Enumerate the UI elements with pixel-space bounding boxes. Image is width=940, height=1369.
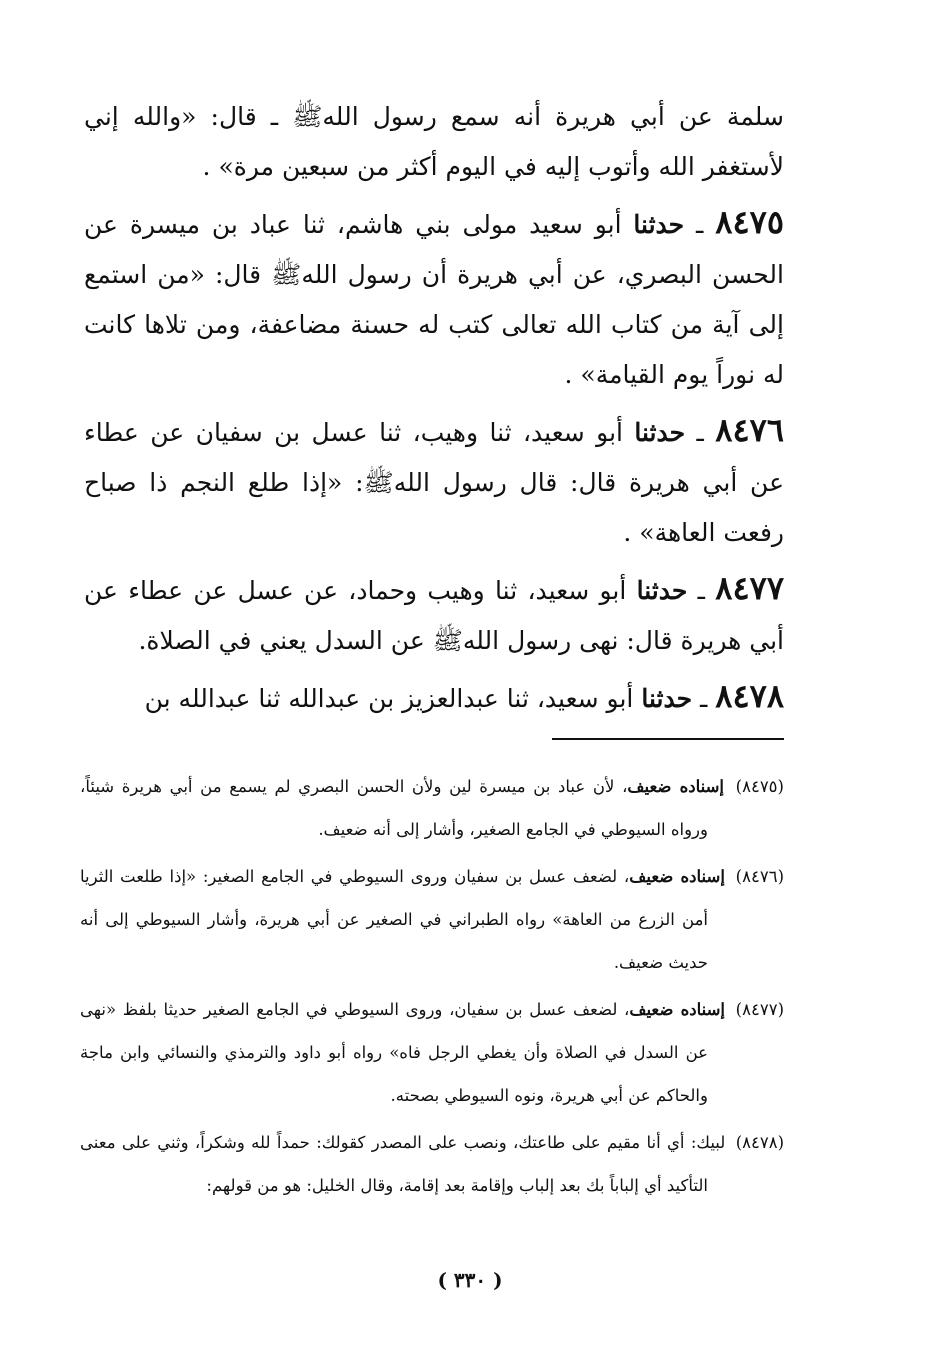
footnote-label: إسناده ضعيف (627, 777, 724, 796)
footnote-text: ، لضعف عسل بن سفيان، وروى السيوطي في الجامع الصغير حديثا بلفظ «نهى عن السدل في الصلاة وأن يغطي الرجل فاه» رواه أبو داود والترمذي والنسائي وابن ماجة والحاكم عن أبي هريرة، ونوه السيوطي بصحته. (80, 1000, 708, 1105)
hadith-8475 (84, 197, 784, 400)
hadith-text: أبو سعيد مولى بني هاشم، ثنا عباد بن ميسرة عن الحسن البصري، عن أبي هريرة أن رسول اللهﷺ قال: «من استمع إلى آية من كتاب الله تعالى كتب له حسنة مضاعفة، ومن تلاها كانت له نوراً يوم القيامة» . (84, 210, 784, 389)
hadith-text: أبو سعيد، ثنا وهيب، ثنا عسل بن سفيان عن عطاء عن أبي هريرة قال: قال رسول اللهﷺ: «إذا طلع النجم ذا صباح رفعت العاهة» . (84, 418, 784, 547)
hadith-text: أبو سعيد، ثنا وهيب وحماد، عن عسل عن عطاء عن أبي هريرة قال: نهى رسول اللهﷺ عن السدل يعني في الصلاة. (84, 576, 784, 655)
hadith-8476 (84, 405, 784, 558)
footnote-8476 (80, 855, 784, 984)
footnote-text: لبيك: أي أنا مقيم على طاعتك، ونصب على المصدر كقولك: حمداً لله وشكراً، وثني على معنى التأكيد أي إلباباً بك بعد إلباب وإقامة بعد إقامة، وقال الخليل: هو من قولهم: (80, 1133, 726, 1195)
footnote-text: ، لضعف عسل بن سفيان وروى السيوطي في الجامع الصغير: «إذا طلعت الثريا أمن الزرع من العاهة» رواه الطبراني في الصغير عن أبي هريرة، وأشار السيوطي إلى أنه حديث ضعيف. (80, 867, 708, 972)
footnote-number: (٨٤٧٦) (735, 867, 784, 886)
main-text (84, 92, 784, 729)
hadith-dash: ـ (685, 418, 716, 447)
footnote-number: (٨٤٧٨) (735, 1133, 785, 1152)
hadith-number: ٨٤٧٥ (715, 203, 784, 241)
hadith-dash: ـ (684, 210, 716, 239)
footnote-text: ، لأن عباد بن ميسرة لين ولأن الحسن البصري لم يسمع من أبي هريرة شيئاً، ورواه السيوطي في الجامع الصغير، وأشار إلى أنه ضعيف. (80, 777, 708, 839)
hadith-number: ٨٤٧٧ (715, 569, 785, 607)
footnote-8477 (80, 988, 784, 1117)
hadith-8478 (84, 671, 784, 724)
footnote-number: (٨٤٧٧) (735, 1000, 784, 1019)
footnote-8475 (80, 765, 784, 851)
page-number: ( ٣٣٠ ) (437, 1268, 503, 1292)
hadith-number: ٨٤٧٨ (715, 677, 784, 715)
footnote-number: (٨٤٧٥) (735, 777, 784, 796)
footnote-label: إسناده ضعيف (629, 867, 725, 886)
footnote-8478 (80, 1121, 784, 1207)
hadith-intro: حدثنا (636, 576, 688, 605)
hadith-8477 (84, 563, 784, 666)
footnote-label: إسناده ضعيف (629, 1000, 725, 1019)
hadith-intro: حدثنا (634, 418, 686, 447)
hadith-intro: حدثنا (641, 684, 693, 713)
hadith-text: أبو سعيد، ثنا عبدالعزيز بن عبدالله ثنا عبدالله بن (144, 684, 642, 713)
continuation-paragraph: سلمة عن أبي هريرة أنه سمع رسول اللهﷺ ـ قال: «والله إني لأستغفر الله وأتوب إليه في اليوم أكثر من سبعين مرة» . (84, 102, 784, 181)
footnotes (80, 765, 784, 1211)
footnote-separator (552, 738, 784, 740)
hadith-dash: ـ (687, 576, 716, 605)
hadith-intro: حدثنا (633, 210, 685, 239)
hadith-dash: ـ (692, 684, 716, 713)
hadith-number: ٨٤٧٦ (715, 411, 785, 449)
